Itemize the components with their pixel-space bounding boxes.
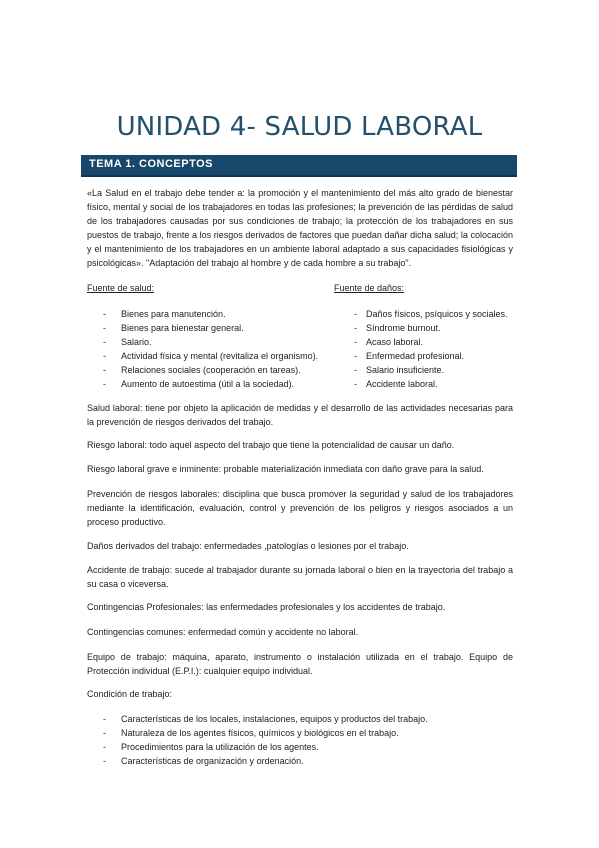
list-item: - Naturaleza de los agentes físicos, químicos y biológicos en el trabajo. xyxy=(103,726,428,740)
list-item: - Acaso laboral. xyxy=(354,335,508,349)
list-item: - Actividad física y mental (revitaliza el organismo). xyxy=(103,349,318,363)
fuente-salud-heading: Fuente de salud: xyxy=(87,283,155,293)
section-banner-label: TEMA 1. CONCEPTOS xyxy=(89,158,214,170)
intro-paragraph: «La Salud en el trabajo debe tender a: la promoción y el mantenimiento del más alto grado de bienestar físico, mental y social de los trabajadores en todas las profesiones; la prevención de las pérdidas de salud de los trabajadores causadas por sus condiciones de trabajo; la protección de los trabajadores en sus puestos de trabajo, frente a los riesgos derivados de factores que puedan dañar dicha salud; la colocación y el mantenimiento de los trabajadores en un ambiente laboral adaptado a sus capacidades fisiológicas y psicológicas». "Adaptación del trabajo al hombre y de cada hombre a su trabajo". xyxy=(87,188,513,269)
document-title: UNIDAD 4- SALUD LABORAL xyxy=(116,112,483,142)
definition-danos-derivados: Daños derivados del trabajo: enfermedades ,patologías o lesiones por el trabajo. xyxy=(87,541,409,551)
list-item: - Relaciones sociales (cooperación en tareas). xyxy=(103,363,318,377)
list-item: - Salario. xyxy=(103,335,318,349)
definition-accidente-trabajo: Accidente de trabajo: sucede al trabajador durante su jornada laboral o bien en la trayectoria del trabajo a su casa o viceversa. xyxy=(87,565,513,590)
list-item: - Bienes para bienestar general. xyxy=(103,321,318,335)
list-item: - Daños físicos, psíquicos y sociales. xyxy=(354,307,508,321)
section-banner xyxy=(81,155,517,177)
list-item: - Procedimientos para la utilización de los agentes. xyxy=(103,740,428,754)
list-item: - Características de organización y ordenación. xyxy=(103,754,428,768)
definition-riesgo-laboral: Riesgo laboral: todo aquel aspecto del trabajo que tiene la potencialidad de causar un daño. xyxy=(87,440,455,450)
definition-riesgo-grave: Riesgo laboral grave e inminente: probable materialización inmediata con daño grave para la salud. xyxy=(87,464,484,474)
definition-contingencias-comunes: Contingencias comunes: enfermedad común y accidente no laboral. xyxy=(87,627,359,637)
definition-salud-laboral: Salud laboral: tiene por objeto la aplicación de medidas y el desarrollo de las actividades necesarias para la prevención de riesgos derivados del trabajo. xyxy=(87,403,513,428)
list-item: - Bienes para manutención. xyxy=(103,307,318,321)
fuente-salud-list xyxy=(103,307,318,392)
list-item: - Accidente laboral. xyxy=(354,377,508,391)
definition-contingencias-profesionales: Contingencias Profesionales: las enfermedades profesionales y los accidentes de trabajo. xyxy=(87,602,446,612)
list-item: - Síndrome burnout. xyxy=(354,321,508,335)
list-item: - Salario insuficiente. xyxy=(354,363,508,377)
fuente-danos-heading: Fuente de daños: xyxy=(334,283,405,293)
list-item: - Enfermedad profesional. xyxy=(354,349,508,363)
definition-prevencion: Prevención de riesgos laborales: disciplina que busca promover la seguridad y salud de los trabajadores mediante la identificación, evaluación, control y prevención de los peligros y riesgos asociados a un proceso productivo. xyxy=(87,489,513,528)
definition-equipo-trabajo: Equipo de trabajo: máquina, aparato, instrumento o instalación utilizada en el trabajo. Equipo de Protección individual (E.P.I.): cualquier equipo individual. xyxy=(87,652,513,677)
list-item: - Características de los locales, instalaciones, equipos y productos del trabajo. xyxy=(103,712,428,726)
fuente-danos-list xyxy=(354,307,508,392)
condicion-heading: Condición de trabajo: xyxy=(87,689,173,699)
condicion-list xyxy=(103,712,428,768)
list-item: - Aumento de autoestima (útil a la sociedad). xyxy=(103,377,318,391)
